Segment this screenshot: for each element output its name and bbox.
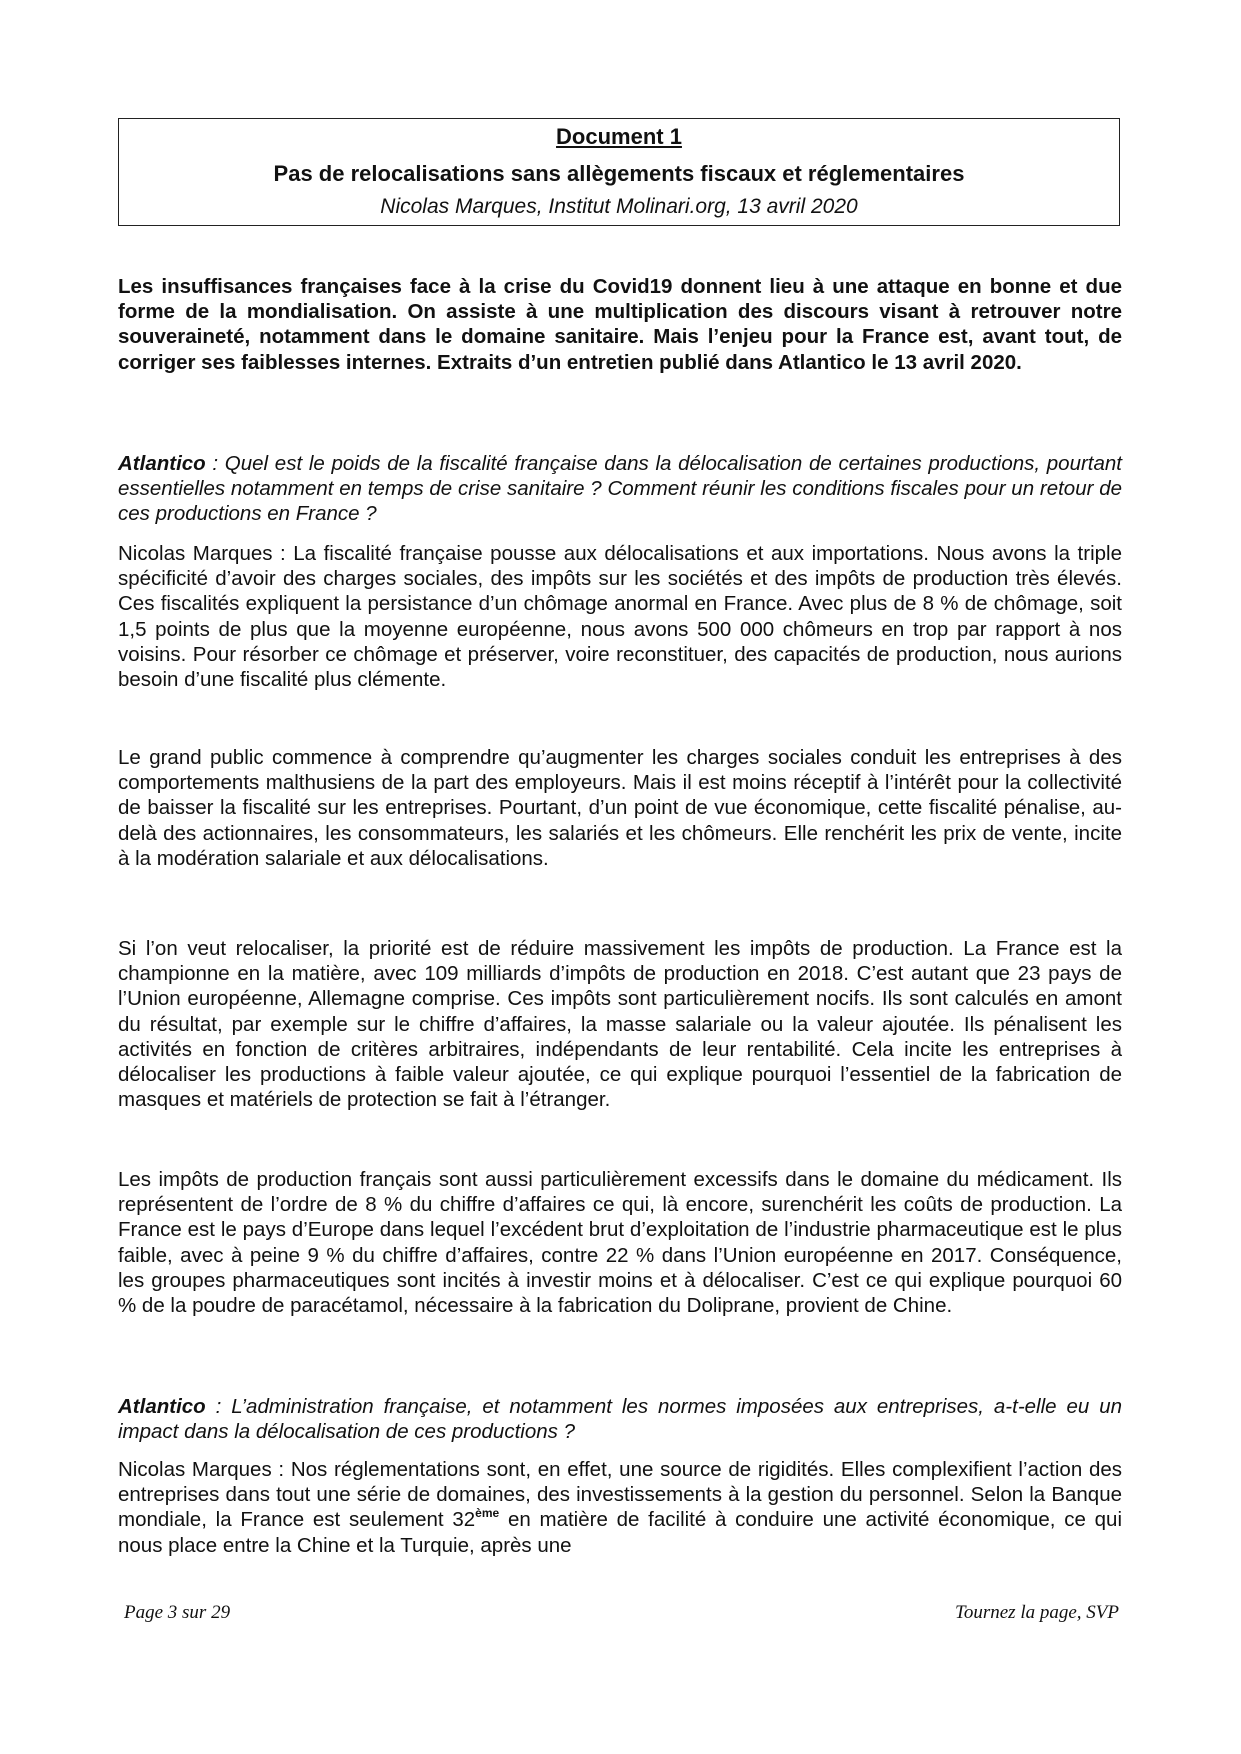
question-2-text: : L’administration française, et notamment les normes imposées aux entreprises, a-t-elle eu un impact dans la délocalisation de ces productions ? (118, 1395, 1122, 1444)
answer-2-text-end: en matière de facilité à conduire une activité économique, ce qui nous place entre la Chine et la Turquie, après une (118, 1508, 1122, 1557)
question-1 (118, 451, 1122, 527)
question-1-speaker: Atlantico (118, 452, 206, 475)
answer-1-paragraph-3: Si l’on veut relocaliser, la priorité est de réduire massivement les impôts de production. La France est la championne en la matière, avec 109 milliards d’impôts de production en 2018. C’est autant que 23 pays de l’Union européenne, Allemagne comprise. Ces impôts sont particulièrement nocifs. Ils sont calculés en amont du résultat, par exemple sur le chiffre d’affaires, la masse salariale ou la valeur ajoutée. Ils pénalisent les activités en fonction de critères arbitraires, indépendants de leur rentabilité. Cela incite les entreprises à délocaliser les productions à faible valeur ajoutée, ce qui explique pourquoi l’essentiel de la fabrication de masques et matériels de protection se fait à l’étranger. (118, 937, 1122, 1112)
page-number: Page 3 sur 29 (124, 1602, 231, 1623)
document-header-box (118, 118, 1120, 226)
answer-1-paragraph-2: Le grand public commence à comprendre qu’augmenter les charges sociales conduit les entreprises à des comportements malthusiens de la part des employeurs. Mais il est moins réceptif à l’intérêt pour la collectivité de baisser la fiscalité sur les entreprises. Pourtant, d’un point de vue économique, cette fiscalité pénalise, au-delà des actionnaires, les consommateurs, les salariés et les chômeurs. Elle renchérit les prix de vente, incite à la modération salariale et aux délocalisations. (118, 746, 1122, 870)
question-2 (118, 1394, 1122, 1444)
document-source: Nicolas Marques, Institut Molinari.org, 13 avril 2020 (380, 195, 858, 218)
answer-2-text-start: Nicolas Marques : Nos réglementations sont, en effet, une source de rigidités. Elles complexifient l’action des entreprises dans tout une série de domaines, des investissements à la gestion du personnel. Selon la Banque mondiale, la France est seulement 32 (118, 1458, 1122, 1532)
rank-superscript: ème (475, 1506, 500, 1521)
turn-page-note: Tournez la page, SVP (955, 1602, 1119, 1623)
document-title: Pas de relocalisations sans allègements fiscaux et réglementaires (273, 161, 965, 186)
answer-1-paragraph-4: Les impôts de production français sont aussi particulièrement excessifs dans le domaine du médicament. Ils représentent de l’ordre de 8 % du chiffre d’affaires ce qui, là encore, surenchérit les coûts de production. La France est le pays d’Europe dans lequel l’excédent brut d’exploitation de l’industrie pharmaceutique est le plus faible, avec à peine 9 % du chiffre d’affaires, contre 22 % dans l’Union européenne en 2017. Conséquence, les groupes pharmaceutiques sont incités à investir moins et à délocaliser. C’est ce qui explique pourquoi 60 % de la poudre de paracétamol, nécessaire à la fabrication du Doliprane, provient de Chine. (118, 1168, 1122, 1318)
answer-1: Nicolas Marques : La fiscalité française pousse aux délocalisations et aux importations. Nous avons la triple spécificité d’avoir des charges sociales, des impôts sur les sociétés et des impôts de production très élevés. Ces fiscalités expliquent la persistance d’un chômage anormal en France. Avec plus de 8 % de chômage, soit 1,5 points de plus que la moyenne européenne, nous avons 500 000 chômeurs en trop par rapport à nos voisins. Pour résorber ce chômage et préserver, voire reconstituer, des capacités de production, nous aurions besoin d’une fiscalité plus clémente. (118, 542, 1122, 692)
document-label: Document 1 (556, 124, 682, 149)
question-2-speaker: Atlantico (118, 1395, 206, 1418)
question-1-text: : Quel est le poids de la fiscalité française dans la délocalisation de certaines productions, pourtant essentielles notamment en temps de crise sanitaire ? Comment réunir les conditions fiscales pour un retour de ces productions en France ? (118, 452, 1122, 526)
intro-paragraph: Les insuffisances françaises face à la crise du Covid19 donnent lieu à une attaque en bonne et due forme de la mondialisation. On assiste à une multiplication des discours visant à retrouver notre souveraineté, notamment dans le domaine sanitaire. Mais l’enjeu pour la France est, avant tout, de corriger ses faiblesses internes. Extraits d’un entretien publié dans Atlantico le 13 avril 2020. (118, 275, 1122, 374)
answer-2 (118, 1457, 1122, 1558)
